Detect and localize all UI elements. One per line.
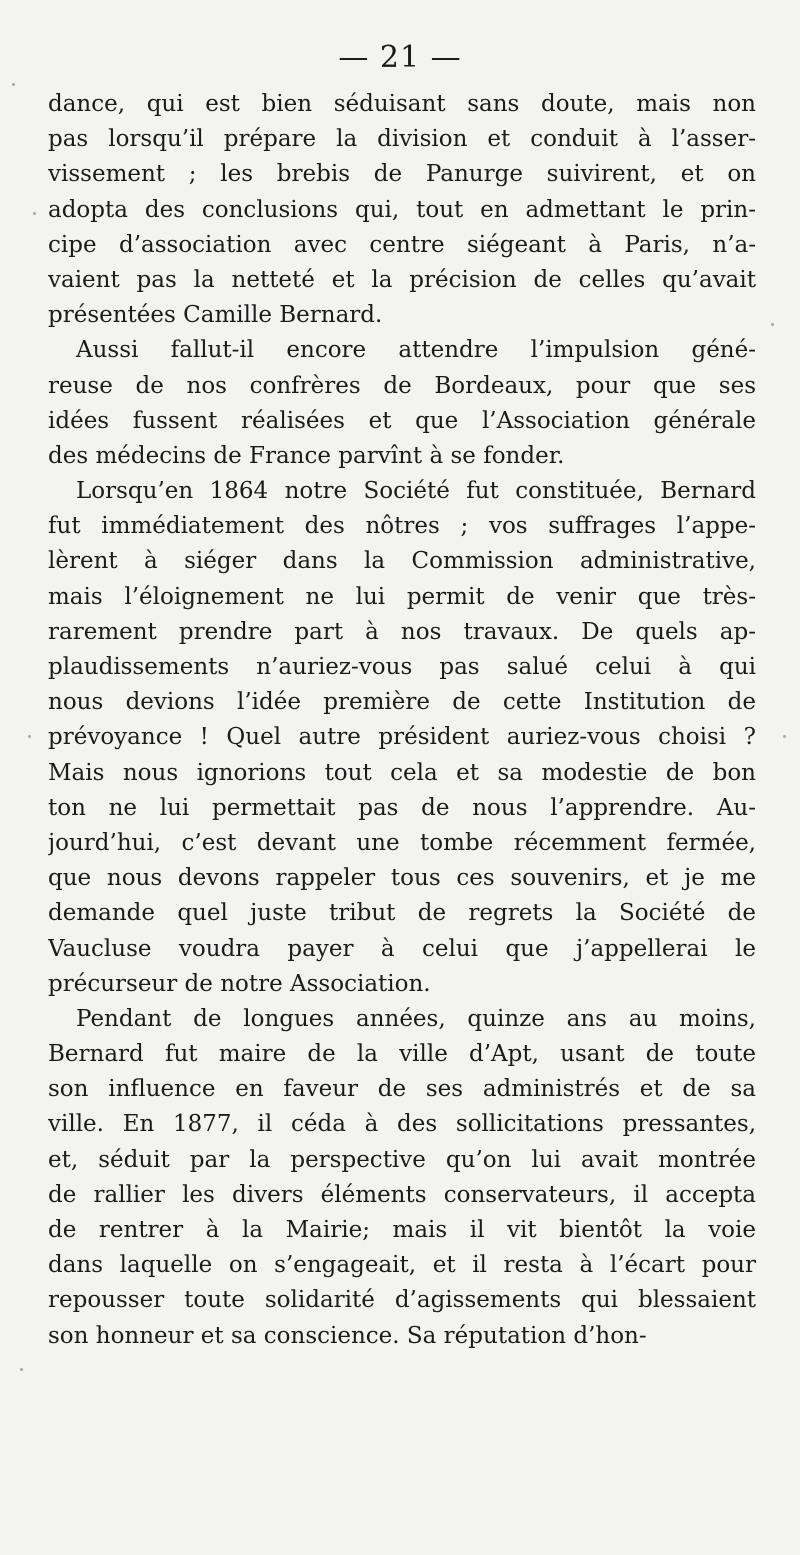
text-line: des médecins de France parvînt à se fonder.	[48, 442, 565, 469]
text-line: et, séduit par la perspective qu’on lui avait montrée	[48, 1146, 756, 1173]
text-line: cipe d’association avec centre siégeant à Paris, n’a-	[48, 231, 756, 258]
text-line: que nous devons rappeler tous ces souvenirs, et je me	[48, 865, 756, 892]
text-line: lèrent à siéger dans la Commission administrative,	[48, 548, 756, 575]
text-line: précurseur de notre Association.	[48, 970, 431, 997]
paragraph	[48, 333, 756, 474]
text-line: présentées Camille Bernard.	[48, 302, 383, 329]
paragraph	[48, 1002, 756, 1354]
paper-speck	[771, 323, 774, 326]
text-line: ville. En 1877, il céda à des sollicitations pressantes,	[48, 1111, 756, 1138]
paper-speck	[33, 212, 36, 215]
text-line: rarement prendre part à nos travaux. De quels ap-	[48, 618, 756, 645]
text-line: pas lorsqu’il prépare la division et conduit à l’asser-	[48, 126, 756, 153]
paper-speck	[783, 735, 786, 738]
text-line: fut immédiatement des nôtres ; vos suffrages l’appe-	[48, 513, 756, 540]
paper-speck	[20, 1368, 23, 1371]
text-line: Bernard fut maire de la ville d’Apt, usant de toute	[48, 1041, 756, 1068]
text-line: Lorsqu’en 1864 notre Société fut constituée, Bernard	[76, 478, 756, 505]
text-line: jourd’hui, c’est devant une tombe récemment fermée,	[48, 829, 756, 856]
text-line: prévoyance ! Quel autre président auriez-vous choisi ?	[48, 724, 756, 751]
text-line: reuse de nos confrères de Bordeaux, pour que ses	[48, 372, 756, 399]
paragraph	[48, 87, 756, 333]
text-line: nous devions l’idée première de cette Institution de	[48, 689, 756, 716]
text-line: Aussi fallut-il encore attendre l’impulsion géné-	[76, 337, 756, 364]
text-line: son honneur et sa conscience. Sa réputation d’hon-	[48, 1322, 647, 1349]
text-line: demande quel juste tribut de regrets la Société de	[48, 900, 756, 927]
text-line: de rallier les divers éléments conservateurs, il accepta	[48, 1181, 756, 1208]
text-line: son influence en faveur de ses administrés et de sa	[48, 1076, 756, 1103]
text-line: vissement ; les brebis de Panurge suivirent, et on	[48, 161, 756, 188]
text-line: idées fussent réalisées et que l’Association générale	[48, 407, 756, 434]
text-line: Mais nous ignorions tout cela et sa modestie de bon	[48, 759, 756, 786]
text-line: dans laquelle on s’engageait, et il resta à l’écart pour	[48, 1252, 756, 1279]
paper-speck	[28, 735, 31, 738]
text-line: adopta des conclusions qui, tout en admettant le prin-	[48, 196, 756, 223]
text-line: plaudissements n’auriez-vous pas salué celui à qui	[48, 654, 756, 680]
body-text	[48, 87, 756, 1354]
page-number: — 21 —	[338, 40, 462, 75]
text-line: Vaucluse voudra payer à celui que j’appellerai le	[48, 935, 756, 962]
text-line: repousser toute solidarité d’agissements qui blessaient	[48, 1287, 756, 1314]
paragraph	[48, 474, 756, 1002]
text-line: ton ne lui permettait pas de nous l’apprendre. Au-	[48, 794, 756, 821]
text-line: de rentrer à la Mairie; mais il vit bientôt la voie	[48, 1217, 756, 1243]
text-line: mais l’éloignement ne lui permit de venir que très-	[48, 583, 756, 610]
text-line: vaient pas la netteté et la précision de celles qu’avait	[48, 266, 756, 293]
text-line: dance, qui est bien séduisant sans doute, mais non	[48, 91, 756, 117]
text-line: Pendant de longues années, quinze ans au moins,	[76, 1005, 756, 1032]
paper-speck	[12, 83, 15, 86]
